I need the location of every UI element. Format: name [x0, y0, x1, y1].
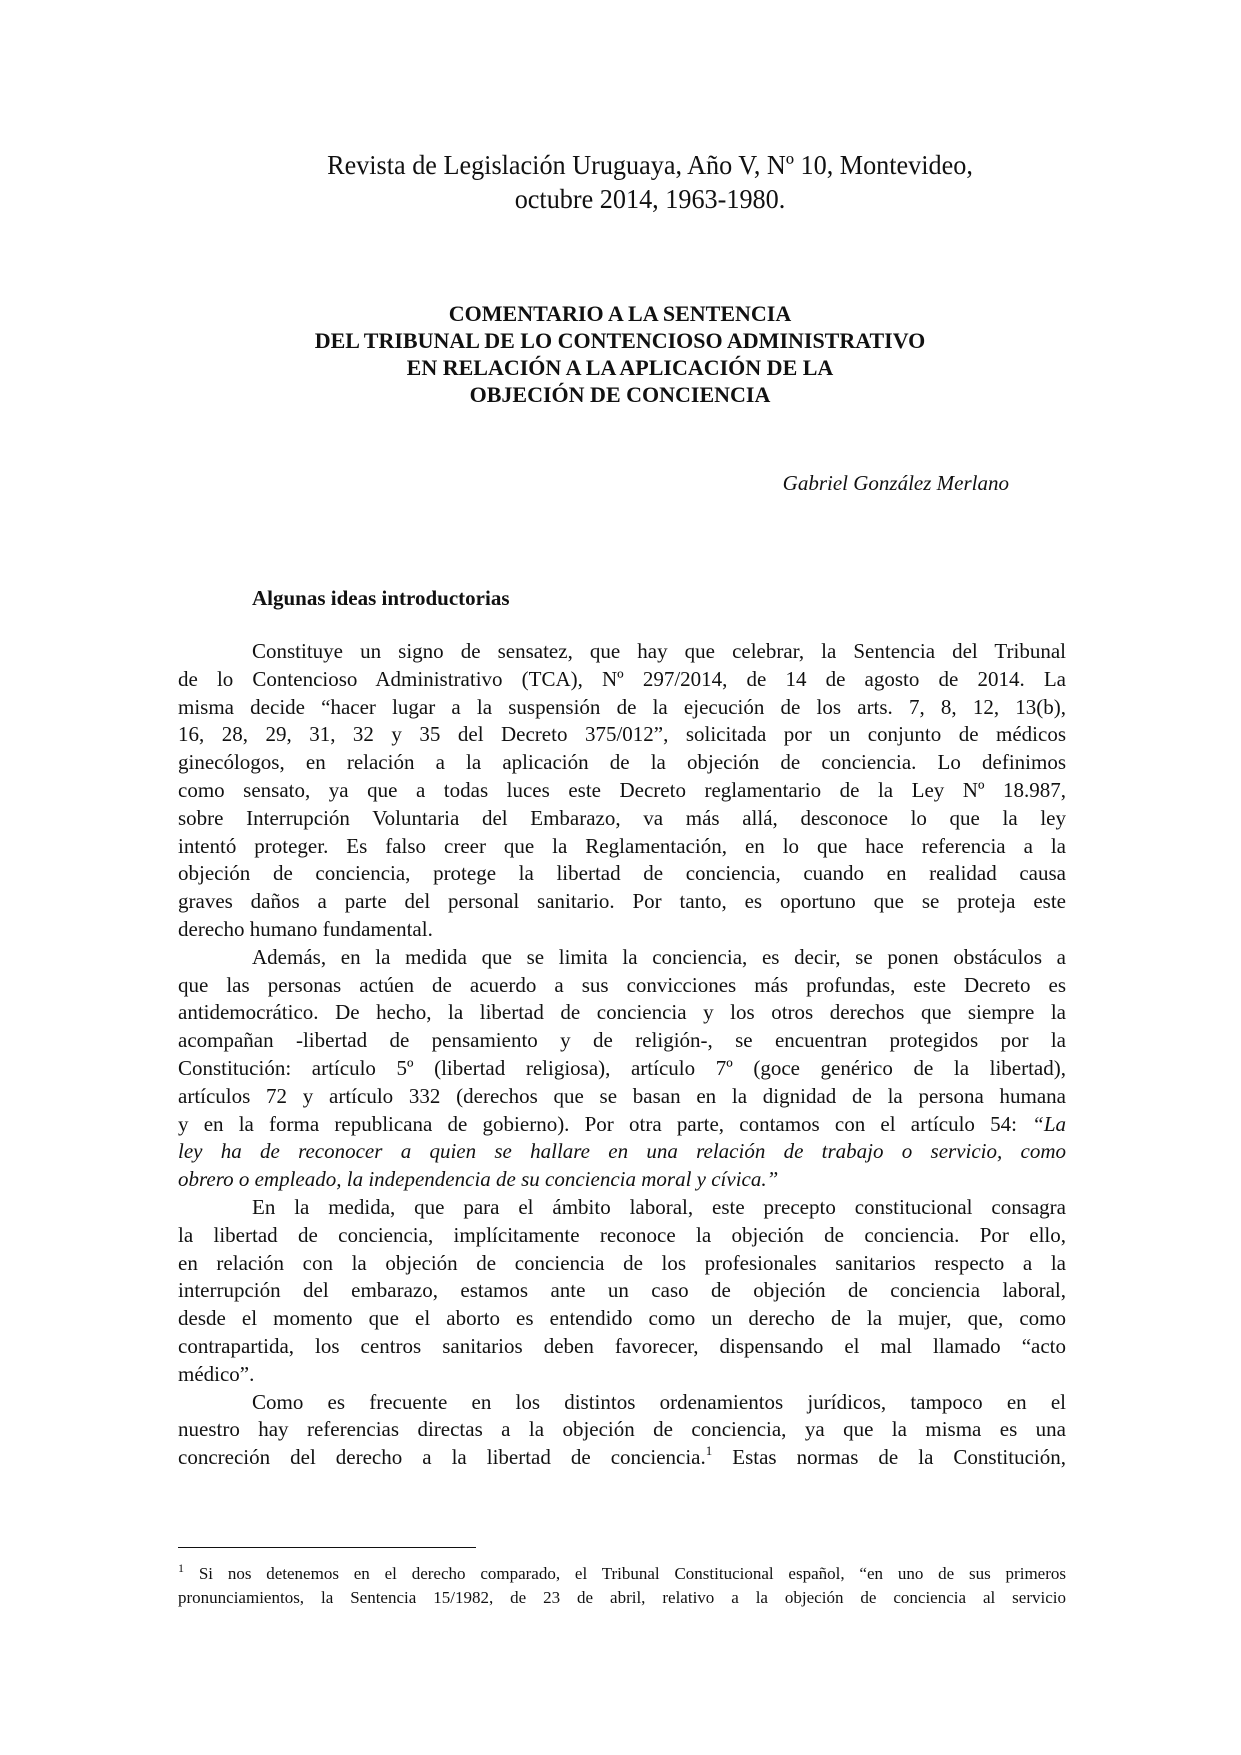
- text-line: graves daños a parte del personal sanitario. Por tanto, es oportuno que se proteja este: [178, 889, 1066, 914]
- text-line: sobre Interrupción Voluntaria del Embarazo, va más allá, desconoce lo que la ley: [178, 805, 1066, 830]
- title-line: OBJECIÓN DE CONCIENCIA: [469, 382, 771, 407]
- text-line: derecho humano fundamental.: [178, 916, 433, 941]
- text-segment: Estas normas de la Constitución,: [712, 1445, 1066, 1470]
- article-title: [220, 300, 1020, 408]
- footnote-number: 1: [178, 1561, 184, 1575]
- text-line: en relación con la objeción de conciencia de los profesionales sanitarios respecto a la: [178, 1250, 1066, 1275]
- text-line: que las personas actúen de acuerdo a sus convicciones más profundas, este Decreto es: [178, 972, 1066, 997]
- text-line: En la medida, que para el ámbito laboral, este precepto constitucional consagra: [252, 1194, 1066, 1219]
- constitution-quote-line: obrero o empleado, la independencia de su conciencia moral y cívica.”: [178, 1167, 779, 1192]
- text-line: artículos 72 y artículo 332 (derechos que se basan en la dignidad de la persona humana: [178, 1083, 1066, 1108]
- text-line: la libertad de conciencia, implícitamente reconoce la objeción de conciencia. Por ello,: [178, 1222, 1066, 1247]
- constitution-quote-line: ley ha de reconocer a quien se hallare en una relación de trabajo o servicio, como: [178, 1139, 1066, 1164]
- author-name: Gabriel González Merlano: [782, 471, 1009, 495]
- text-segment: concreción del derecho a la libertad de conciencia.: [178, 1445, 706, 1470]
- journal-reference-line-2: octubre 2014, 1963-1980.: [514, 184, 786, 214]
- footnote-line: [178, 1562, 1066, 1586]
- text-line: médico”.: [178, 1361, 255, 1386]
- text-line: Constituye un signo de sensatez, que hay que celebrar, la Sentencia del Tribunal: [252, 639, 1066, 663]
- text-segment: Si nos detenemos en el derecho comparado, el Tribunal Constitucional español, “en uno de sus primeros: [184, 1564, 1066, 1583]
- footnotes: [178, 1562, 1066, 1610]
- text-line: misma decide “hacer lugar a la suspensión de la ejecución de los arts. 7, 8, 12, 13(b),: [178, 694, 1066, 719]
- article-body: [178, 638, 1066, 1472]
- title-line: COMENTARIO A LA SENTENCIA: [448, 301, 792, 326]
- footnote: [178, 1562, 1066, 1610]
- footnote-separator: [178, 1547, 476, 1548]
- text-line: como sensato, ya que a todas luces este Decreto reglamentario de la Ley Nº 18.987,: [178, 777, 1066, 802]
- footnote-reference[interactable]: 1: [705, 1443, 713, 1459]
- journal-reference-line-1: Revista de Legislación Uruguaya, Año V, Nº 10, Montevideo,: [327, 150, 973, 180]
- text-line: Constitución: artículo 5º (libertad religiosa), artículo 7º (goce genérico de la libertad),: [178, 1055, 1066, 1080]
- journal-reference: [262, 148, 1038, 216]
- paragraph: [178, 944, 1066, 1194]
- title-line: DEL TRIBUNAL DE LO CONTENCIOSO ADMINISTRATIVO: [314, 328, 926, 353]
- title-line: EN RELACIÓN A LA APLICACIÓN DE LA: [406, 355, 834, 380]
- text-line: acompañan -libertad de pensamiento y de religión-, se encuentran protegidos por la: [178, 1028, 1066, 1053]
- constitution-quote-start: “La: [1032, 1111, 1066, 1136]
- text-line: intentó proteger. Es falso creer que la Reglamentación, en lo que hace referencia a la: [178, 833, 1066, 858]
- text-line: contrapartida, los centros sanitarios deben favorecer, dispensando el mal llamado “acto: [178, 1333, 1066, 1358]
- text-line: 16, 28, 29, 31, 32 y 35 del Decreto 375/012”, solicitada por un conjunto de médicos: [178, 722, 1066, 747]
- text-line: Como es frecuente en los distintos ordenamientos jurídicos, tampoco en el: [252, 1389, 1066, 1414]
- text-line: objeción de conciencia, protege la libertad de conciencia, cuando en realidad causa: [178, 861, 1066, 886]
- paragraph: [178, 1194, 1066, 1389]
- text-line: desde el momento que el aborto es entendido como un derecho de la mujer, que, como: [178, 1306, 1066, 1331]
- text-line: [178, 1111, 1066, 1139]
- text-segment: y en la forma republicana de gobierno). Por otra parte, contamos con el artículo 54:: [178, 1111, 1033, 1136]
- text-line: Además, en la medida que se limita la conciencia, es decir, se ponen obstáculos a: [252, 944, 1066, 969]
- text-line: [178, 1444, 1066, 1472]
- text-line: de lo Contencioso Administrativo (TCA), Nº 297/2014, de 14 de agosto de 2014. La: [178, 666, 1066, 691]
- text-line: nuestro hay referencias directas a la objeción de conciencia, ya que la misma es una: [178, 1417, 1066, 1442]
- section-heading: Algunas ideas introductorias: [252, 586, 510, 610]
- text-line: ginecólogos, en relación a la aplicación de la objeción de conciencia. Lo definimos: [178, 750, 1066, 775]
- paragraph: [178, 638, 1066, 944]
- footnote-line: pronunciamientos, la Sentencia 15/1982, de 23 de abril, relativo a la objeción de conciencia al servicio: [178, 1588, 1066, 1607]
- text-line: interrupción del embarazo, estamos ante un caso de objeción de conciencia laboral,: [178, 1278, 1066, 1303]
- text-line: antidemocrático. De hecho, la libertad de conciencia y los otros derechos que siempre la: [178, 1000, 1066, 1025]
- paragraph: [178, 1389, 1066, 1472]
